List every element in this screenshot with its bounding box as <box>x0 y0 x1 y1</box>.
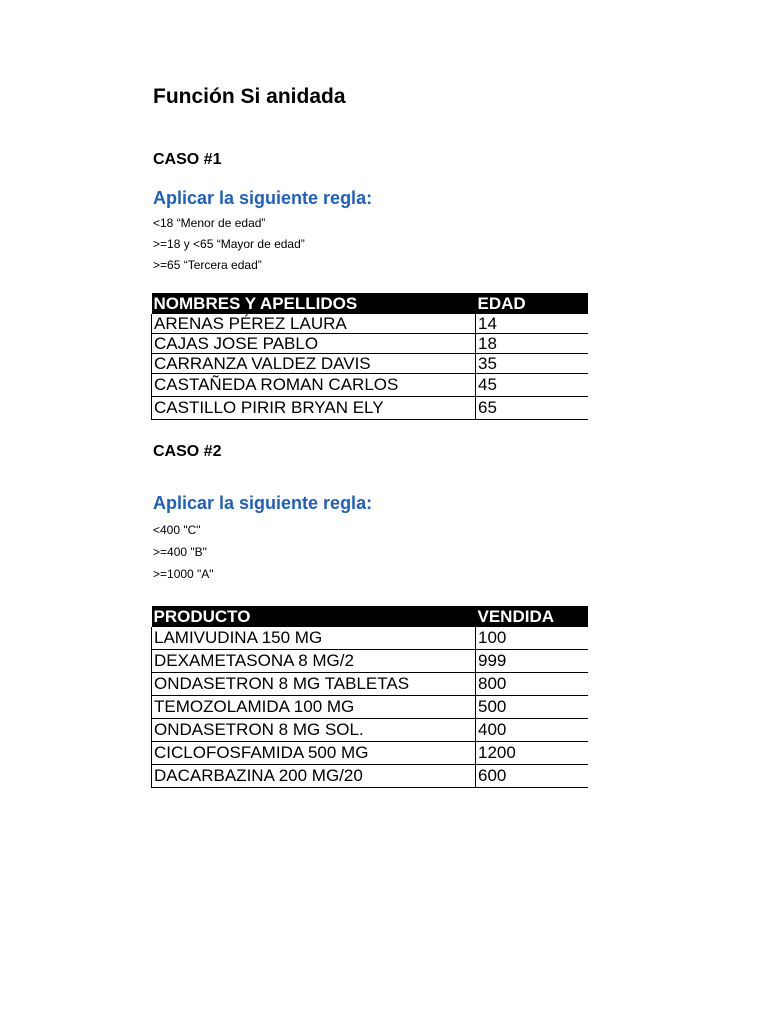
cell-name: ARENAS PÉREZ LAURA <box>152 314 476 334</box>
table-header-row <box>152 606 589 627</box>
case1-rule-2: >=18 y <65 “Mayor de edad” <box>153 237 305 251</box>
cell-sold: 500 <box>476 696 589 719</box>
cell-age: 45 <box>476 374 589 397</box>
case1-rule-title: Aplicar la siguiente regla: <box>153 188 373 208</box>
cell-name: CARRANZA VALDEZ DAVIS <box>152 354 476 374</box>
column-header-sold: VENDIDA <box>476 606 589 627</box>
case2-heading: CASO #2 <box>153 443 222 460</box>
cell-sold: 400 <box>476 719 589 742</box>
table-row <box>152 374 589 397</box>
table-row <box>152 696 589 719</box>
cell-age: 18 <box>476 334 589 354</box>
case1-heading: CASO #1 <box>153 151 222 168</box>
column-header-names: NOMBRES Y APELLIDOS <box>152 293 476 314</box>
case2-rule-title: Aplicar la siguiente regla: <box>153 493 373 513</box>
page-title <box>153 83 346 109</box>
table-row <box>152 765 589 788</box>
cell-sold: 999 <box>476 650 589 673</box>
cell-age: 35 <box>476 354 589 374</box>
cell-product: TEMOZOLAMIDA 100 MG <box>152 696 476 719</box>
table-row <box>152 673 589 696</box>
column-header-product: PRODUCTO <box>152 606 476 627</box>
cell-product: DEXAMETASONA 8 MG/2 <box>152 650 476 673</box>
cell-product: DACARBAZINA 200 MG/20 <box>152 765 476 788</box>
cell-sold: 600 <box>476 765 589 788</box>
table-row <box>152 742 589 765</box>
table-row <box>152 627 589 650</box>
cell-sold: 800 <box>476 673 589 696</box>
cell-product: ONDASETRON 8 MG SOL. <box>152 719 476 742</box>
table-row <box>152 719 589 742</box>
cell-name: CASTAÑEDA ROMAN CARLOS <box>152 374 476 397</box>
cell-name: CASTILLO PIRIR BRYAN ELY <box>152 397 476 420</box>
cell-product: CICLOFOSFAMIDA 500 MG <box>152 742 476 765</box>
table-header-row <box>152 293 589 314</box>
table-row <box>152 334 589 354</box>
column-header-age: EDAD <box>476 293 589 314</box>
case2-rule-3: >=1000 "A" <box>153 567 214 581</box>
case2-table <box>151 606 588 788</box>
cell-product: LAMIVUDINA 150 MG <box>152 627 476 650</box>
case1-rule-1: <18 “Menor de edad” <box>153 216 266 230</box>
table-row <box>152 650 589 673</box>
case2-rule-1: <400 "C" <box>153 523 201 537</box>
case1-rule-3: >=65 “Tercera edad” <box>153 258 262 272</box>
cell-product: ONDASETRON 8 MG TABLETAS <box>152 673 476 696</box>
cell-name: CAJAS JOSE PABLO <box>152 334 476 354</box>
table-row <box>152 397 589 420</box>
cell-sold: 1200 <box>476 742 589 765</box>
cell-age: 65 <box>476 397 589 420</box>
table-row <box>152 354 589 374</box>
page-title-text: Función Si anidada <box>153 85 346 108</box>
case1-table <box>151 293 588 420</box>
cell-sold: 100 <box>476 627 589 650</box>
cell-age: 14 <box>476 314 589 334</box>
table-row <box>152 314 589 334</box>
case2-rule-2: >=400 "B" <box>153 545 207 559</box>
